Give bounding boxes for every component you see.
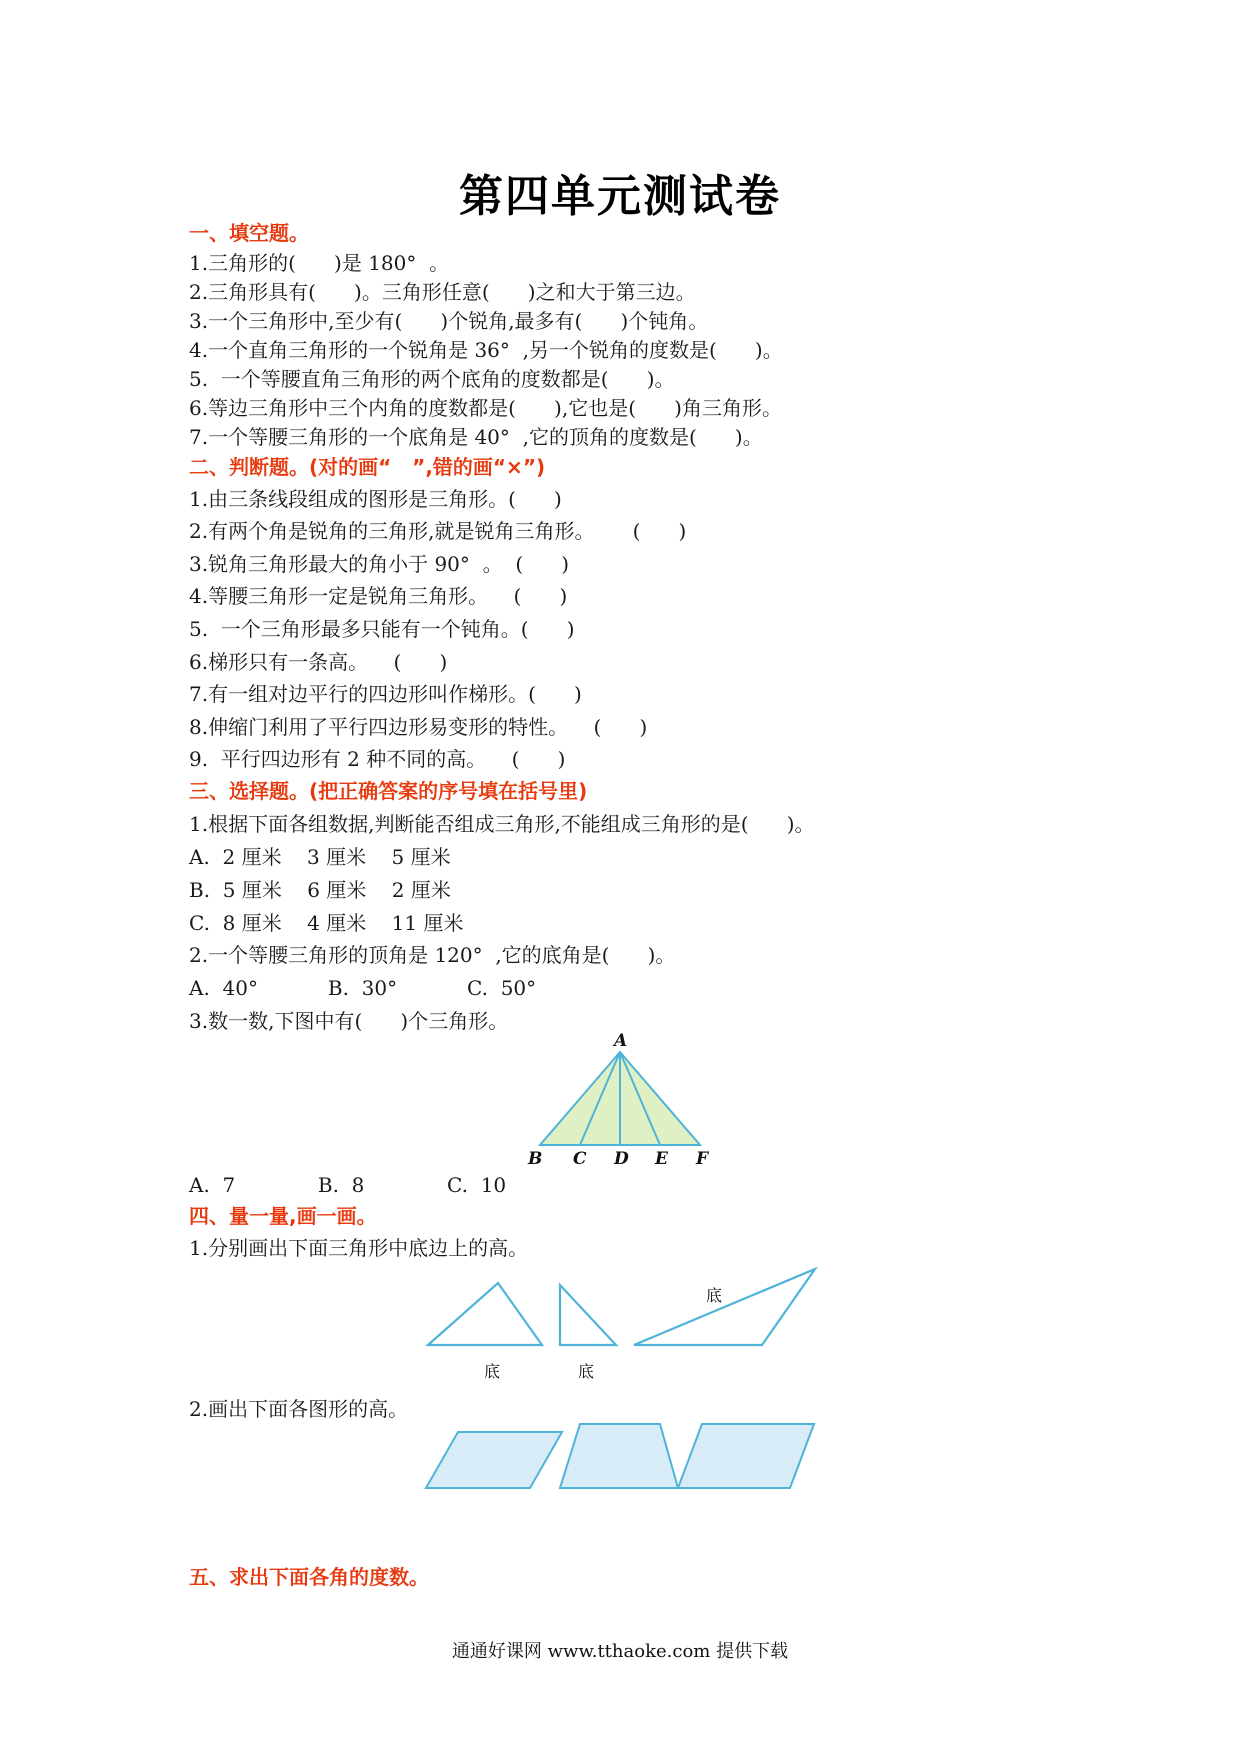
question-item: 1.三角形的( )是 180° 。 [189, 251, 450, 275]
vertex-label-c: C [573, 1149, 587, 1169]
vertex-label-a: A [614, 1031, 628, 1051]
question-item: 9. 平行四边形有 2 种不同的高。 ( ) [189, 747, 566, 771]
question-item: 6.等边三角形中三个内角的度数都是( ),它也是( )角三角形。 [189, 396, 782, 420]
trapezoid [560, 1424, 678, 1488]
question-item: 2.三角形具有( )。三角形任意( )之和大于第三边。 [189, 280, 696, 304]
base-label: 底 [706, 1286, 723, 1305]
question-item: 3.一个三角形中,至少有( )个锐角,最多有( )个钝角。 [189, 309, 709, 333]
option-row: A. 7 B. 8 C. 10 [189, 1173, 507, 1197]
vertex-label-b: B [528, 1149, 543, 1169]
question-item: 5. 一个等腰直角三角形的两个底角的度数都是( )。 [189, 367, 675, 391]
option-row: A. 2 厘米 3 厘米 5 厘米 [189, 845, 451, 869]
question-item: 2.画出下面各图形的高。 [189, 1397, 409, 1421]
question-item: 3.数一数,下图中有( )个三角形。 [189, 1009, 509, 1033]
question-item: 5. 一个三角形最多只能有一个钝角。( ) [189, 617, 575, 641]
question-item: 6.梯形只有一条高。 ( ) [189, 650, 448, 674]
section3-heading: 三、选择题。(把正确答案的序号填在括号里) [189, 779, 588, 803]
question-item: 4.等腰三角形一定是锐角三角形。 ( ) [189, 584, 568, 608]
question-item: 2.一个等腰三角形的顶角是 120° ,它的底角是( )。 [189, 943, 676, 967]
page-footer: 通通好课网 www.tthaoke.com 提供下载 [451, 1641, 789, 1662]
option-row: C. 8 厘米 4 厘米 11 厘米 [189, 911, 464, 935]
base-label: 底 [578, 1362, 595, 1381]
page-title: 第四单元测试卷 [459, 171, 781, 222]
right-triangle [560, 1285, 616, 1345]
section5-heading: 五、求出下面各角的度数。 [189, 1565, 429, 1589]
question-item: 1.根据下面各组数据,判断能否组成三角形,不能组成三角形的是( )。 [189, 812, 815, 836]
question-item: 7.有一组对边平行的四边形叫作梯形。( ) [189, 682, 582, 706]
obtuse-triangle [634, 1269, 815, 1345]
question-item: 1.由三条线段组成的图形是三角形。( ) [189, 487, 562, 511]
vertex-label-f: F [696, 1149, 709, 1169]
parallelogram-2 [678, 1424, 814, 1488]
option-row: B. 5 厘米 6 厘米 2 厘米 [189, 878, 451, 902]
parallelogram-1 [426, 1432, 562, 1488]
section1-heading: 一、填空题。 [189, 221, 309, 245]
triangles-figure [420, 1265, 820, 1390]
acute-triangle [428, 1283, 542, 1345]
vertex-label-d: D [614, 1149, 629, 1169]
question-item: 2.有两个角是锐角的三角形,就是锐角三角形。 ( ) [189, 519, 687, 543]
section2-heading: 二、判断题。(对的画“ ”,错的画“×”) [189, 455, 546, 479]
option-row: A. 40° B. 30° C. 50° [189, 976, 537, 1000]
question-item: 4.一个直角三角形的一个锐角是 36° ,另一个锐角的度数是( )。 [189, 338, 783, 362]
question-item: 1.分别画出下面三角形中底边上的高。 [189, 1236, 529, 1260]
question-item: 7.一个等腰三角形的一个底角是 40° ,它的顶角的度数是( )。 [189, 425, 763, 449]
question-item: 3.锐角三角形最大的角小于 90° 。 ( ) [189, 552, 570, 576]
quadrilaterals-figure [420, 1420, 820, 1495]
section4-heading: 四、量一量,画一画。 [189, 1204, 377, 1228]
vertex-label-e: E [655, 1149, 668, 1169]
triangle-count-figure [520, 1030, 720, 1169]
question-item: 8.伸缩门利用了平行四边形易变形的特性。 ( ) [189, 715, 648, 739]
base-label: 底 [484, 1362, 501, 1381]
